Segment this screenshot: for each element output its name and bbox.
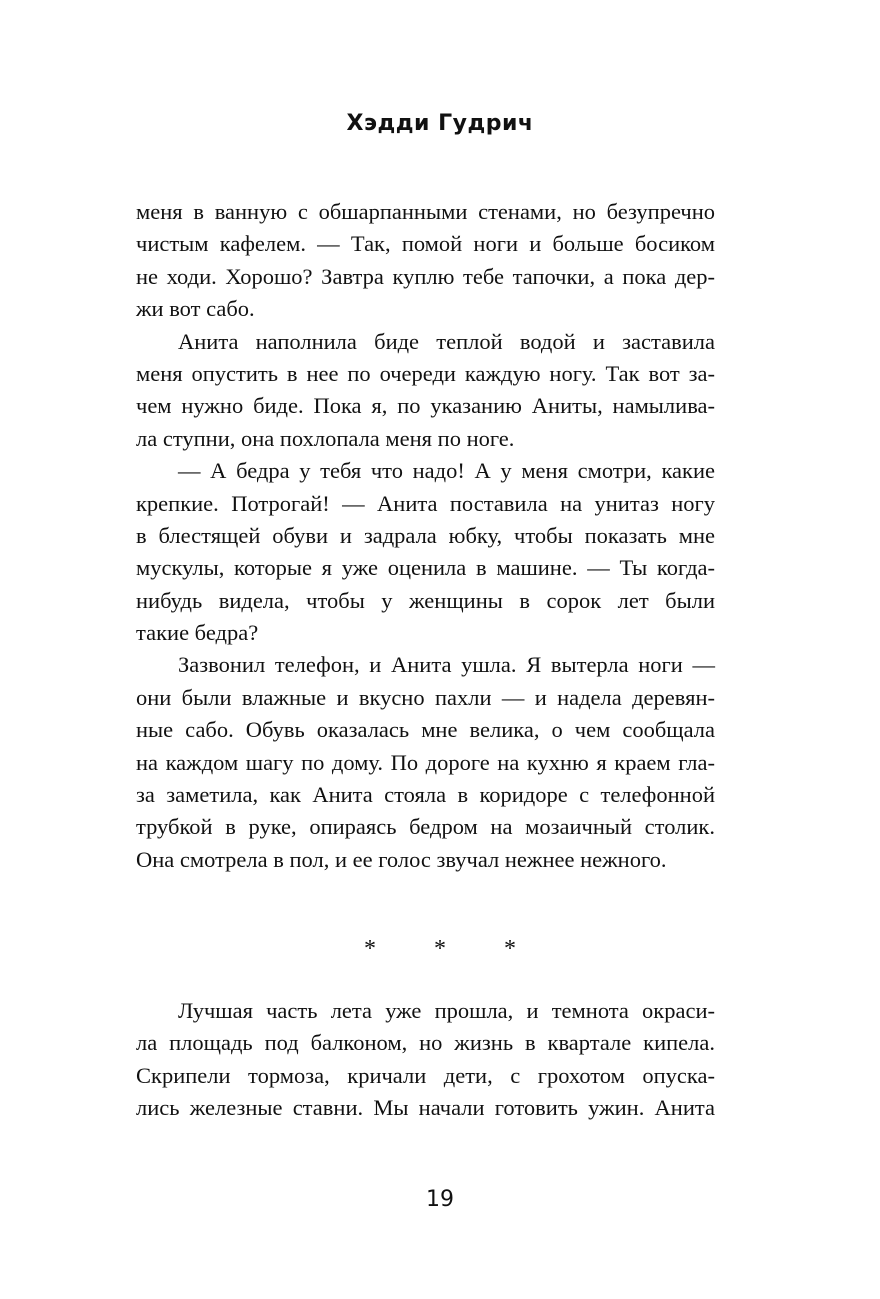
text-line: меня в ванную с обшарпанными стенами, но безупречно bbox=[136, 199, 715, 224]
text-line: чем нужно биде. Пока я, по указанию Аниты, намылива- bbox=[136, 393, 715, 419]
text-line: ла ступни, она похлопала меня по ноге. bbox=[136, 425, 515, 451]
text-line: крепкие. Потрогай! — Анита поставила на унитаз ногу bbox=[136, 490, 715, 516]
text-line: Зазвонил телефон, и Анита ушла. Я вытерла ноги — bbox=[178, 652, 715, 678]
text-block-after-break bbox=[136, 995, 715, 1125]
text-line: жи вот сабо. bbox=[136, 296, 255, 322]
text-line: на каждом шагу по дому. По дороге на кухню я краем гла- bbox=[136, 749, 715, 775]
text-line: нибудь видела, чтобы у женщины в сорок лет были bbox=[136, 587, 715, 613]
text-line: Скрипели тормоза, кричали дети, с грохотом опуска- bbox=[136, 1062, 715, 1088]
page-number: 19 bbox=[426, 1187, 454, 1212]
section-break-asterisks: * * * bbox=[364, 936, 542, 962]
text-line: такие бедра? bbox=[136, 620, 259, 646]
text-line: не ходи. Хорошо? Завтра куплю тебе тапочки, а пока дер- bbox=[136, 263, 715, 289]
text-line: трубкой в руке, опираясь бедром на мозаичный столик. bbox=[136, 814, 715, 840]
running-head-author: Хэдди Гудрич bbox=[346, 111, 534, 136]
text-line: Она смотрела в пол, и ее голос звучал нежнее нежного. bbox=[136, 846, 667, 872]
text-line: ла площадь под балконом, но жизнь в квартале кипела. bbox=[136, 1030, 715, 1056]
text-line: мускулы, которые я уже оценила в машине. — Ты когда- bbox=[136, 555, 715, 581]
text-line: меня опустить в нее по очереди каждую ногу. Так вот за- bbox=[136, 360, 715, 386]
text-line: Анита наполнила биде теплой водой и заставила bbox=[178, 328, 715, 354]
text-block-before-break bbox=[136, 196, 715, 876]
text-line: ные сабо. Обувь оказалась мне велика, о чем сообщала bbox=[136, 717, 715, 743]
text-line: чистым кафелем. — Так, помой ноги и больше босиком bbox=[136, 231, 715, 257]
text-line: — А бедра у тебя что надо! А у меня смотри, какие bbox=[178, 458, 715, 484]
text-line: лись железные ставни. Мы начали готовить ужин. Анита bbox=[136, 1095, 715, 1121]
text-line: за заметила, как Анита стояла в коридоре с телефонной bbox=[136, 782, 715, 808]
text-line: Лучшая часть лета уже прошла, и темнота окраси- bbox=[178, 998, 715, 1023]
text-line: в блестящей обуви и задрала юбку, чтобы показать мне bbox=[136, 522, 715, 548]
text-line: они были влажные и вкусно пахли — и надела деревян- bbox=[136, 684, 715, 710]
